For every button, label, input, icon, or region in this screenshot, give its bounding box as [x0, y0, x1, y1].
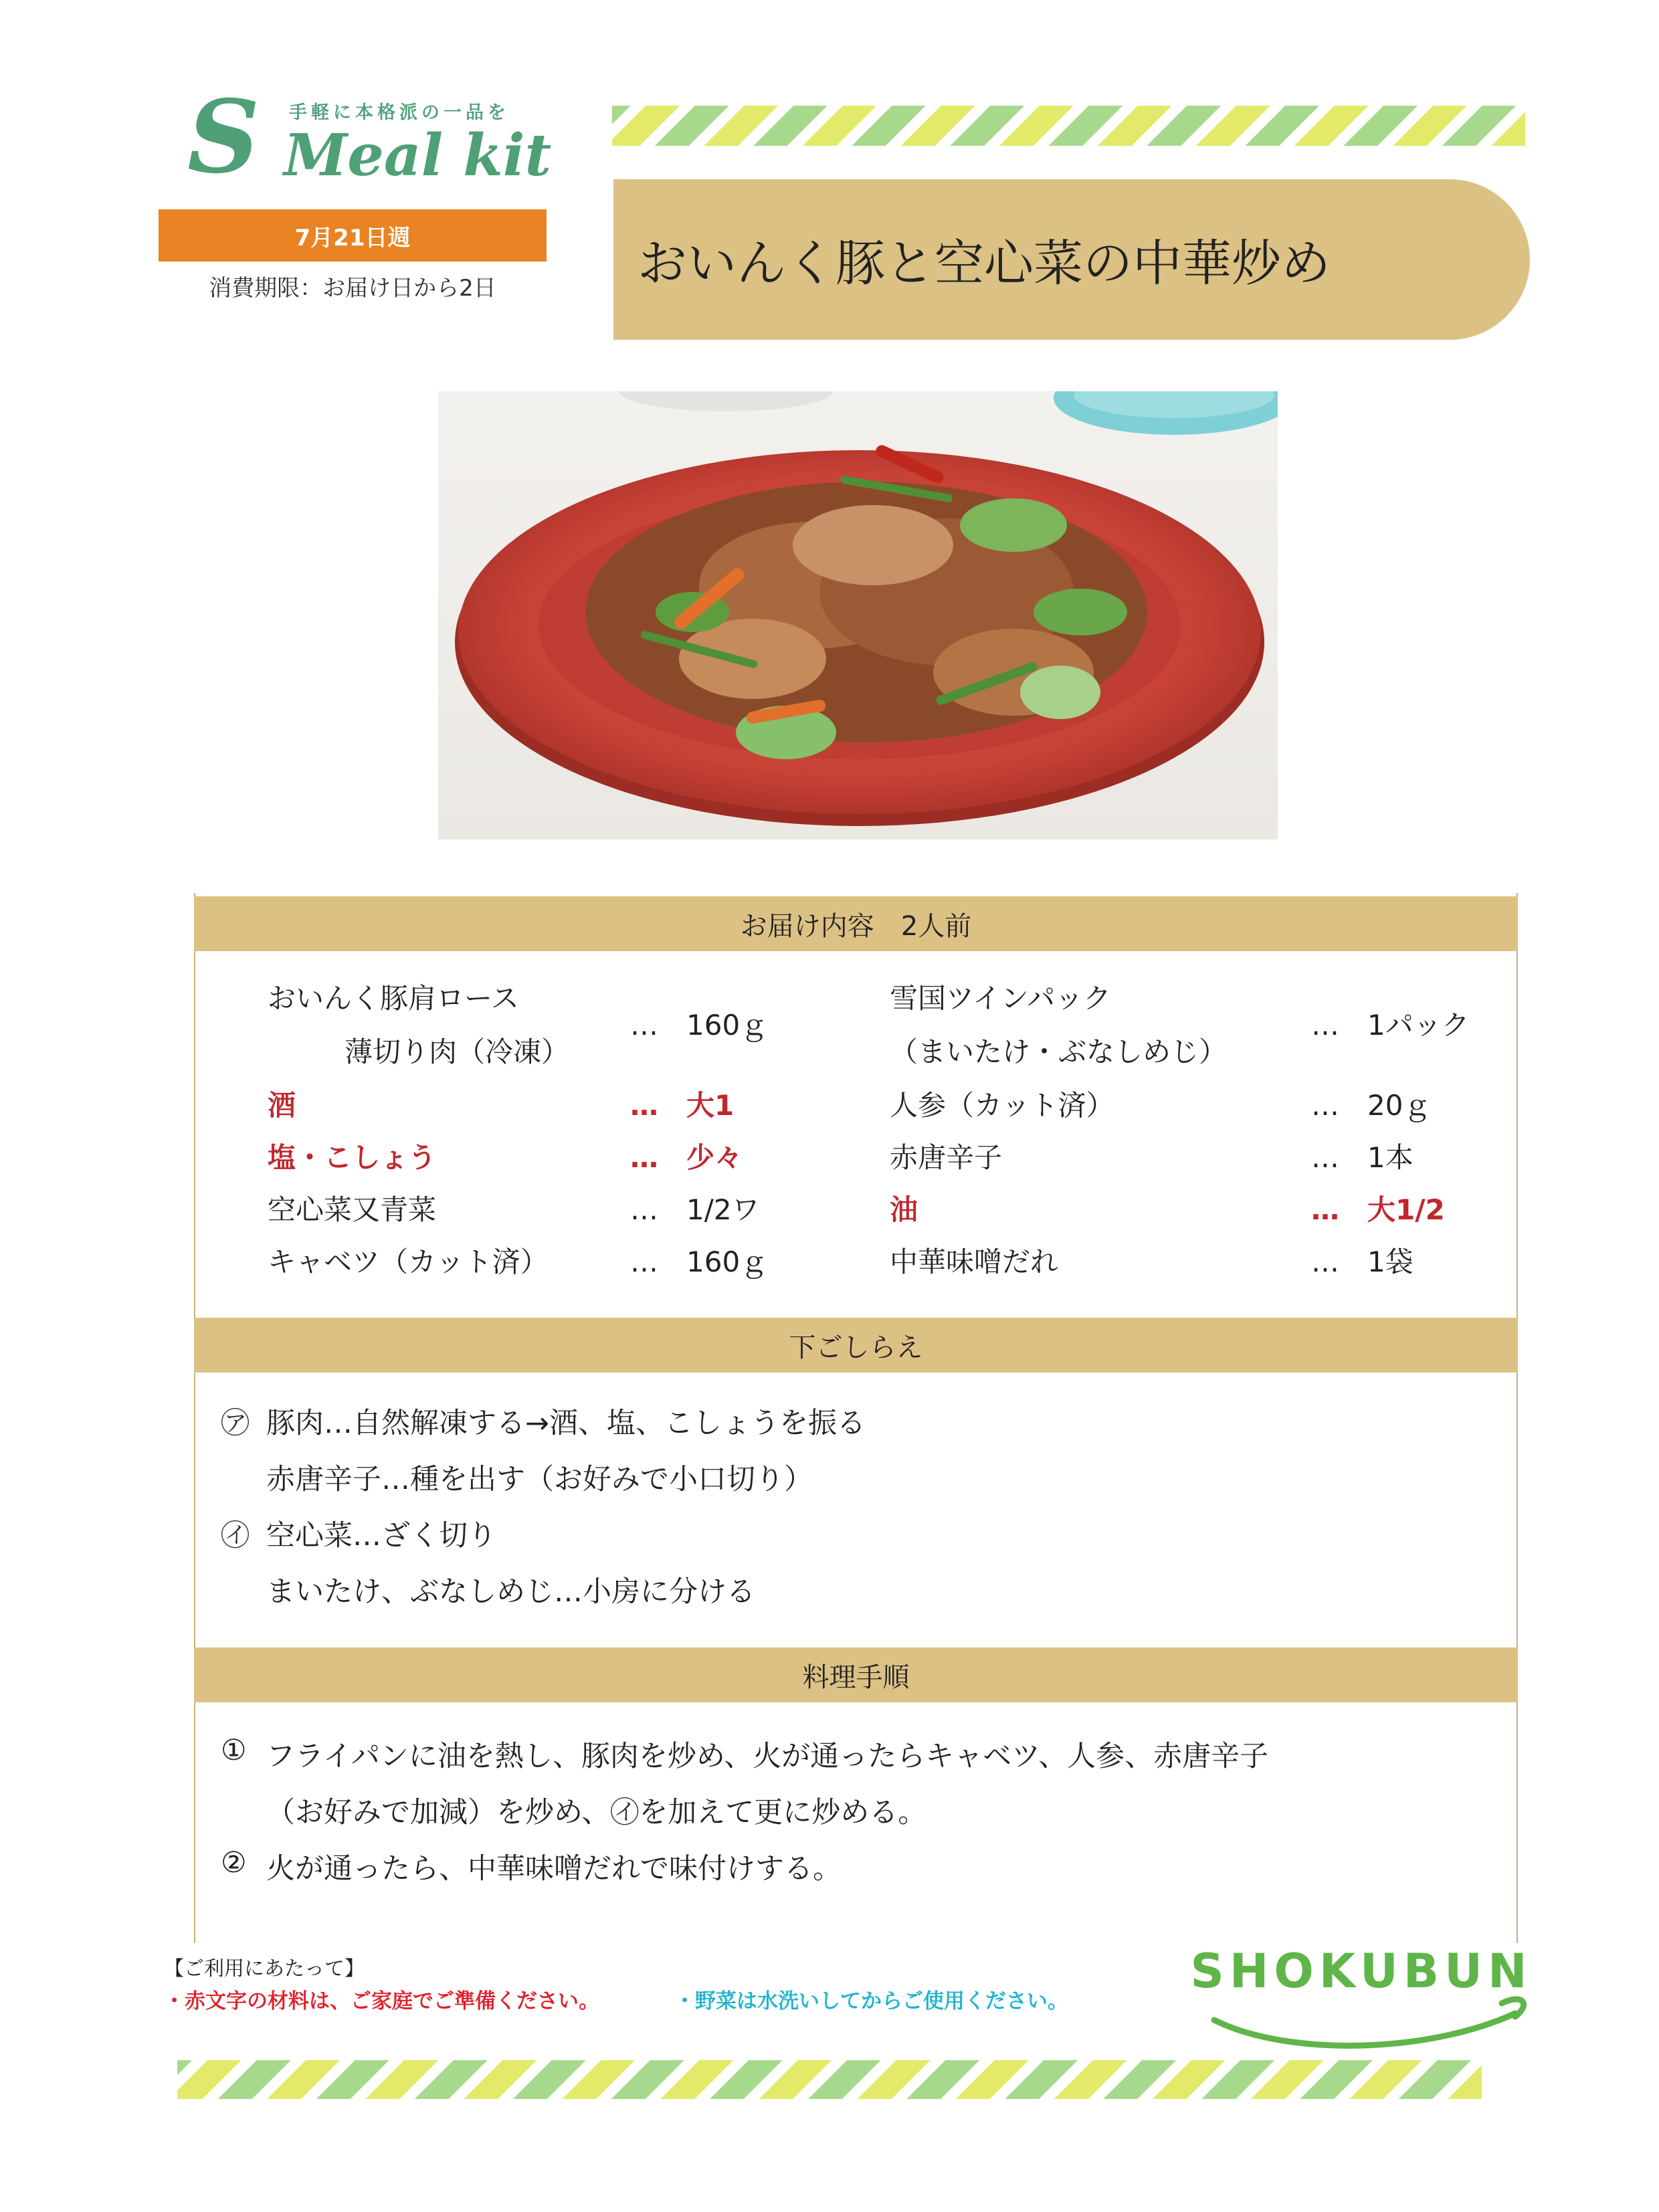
logo-tagline: 手軽に本格派の一品を [289, 102, 510, 123]
ingredient-amount: … 20ｇ [1311, 1089, 1432, 1122]
brand-name: SHOKUBUN [1190, 1944, 1533, 1999]
shokubun-logo [1187, 1940, 1535, 2053]
ingredient-name: 雪国ツインパック [890, 982, 1111, 1015]
ingredient-amount: … 160ｇ [630, 1009, 769, 1041]
ingredient-amount: … 1本 [1311, 1141, 1413, 1174]
top-stripe-band [612, 106, 1525, 146]
ingredient-name-line2: 薄切り肉（冷凍） [345, 1035, 570, 1068]
notice-red-text: ・赤文字の材料は、ご家庭でご準備ください。 [164, 1989, 599, 2013]
ingredient-amount: … 少々 [630, 1141, 743, 1174]
ingredient-amount: … 160ｇ [630, 1245, 769, 1278]
step-mark: ② [221, 1846, 247, 1880]
recipe-title: おいんく豚と空心菜の中華炒め [638, 235, 1331, 292]
step-mark: ① [221, 1734, 247, 1767]
ingredient-amount: … 1パック [1311, 1009, 1470, 1041]
notice-cyan-text: ・野菜は水洗いしてからご使用ください。 [674, 1989, 1068, 2013]
prep-mark: ㋐ [221, 1407, 250, 1440]
ingredient-name: 油 [890, 1193, 918, 1226]
ingredient-name: おいんく豚肩ロース [268, 982, 519, 1015]
ingredient-amount: … 大1/2 [1311, 1193, 1445, 1226]
steps-header: 料理手順 [194, 1647, 1518, 1702]
prep-text: 赤唐辛子…種を出す（お好みで小口切り） [266, 1463, 813, 1496]
ingredient-name: 中華味噌だれ [890, 1245, 1059, 1278]
dish-illustration [438, 391, 1278, 839]
contents-header: お届け内容 2人前 [194, 896, 1518, 951]
logo-letter: S [187, 78, 260, 196]
dish-photo [438, 391, 1278, 839]
ingredient-name: 酒 [268, 1089, 296, 1122]
ingredient-name: キャベツ（カット済） [268, 1245, 549, 1278]
ingredient-amount: … 1/2ワ [630, 1193, 760, 1226]
ingredient-name: 赤唐辛子 [890, 1141, 1003, 1174]
logo-name: Meal kit [284, 122, 552, 189]
prep-text: 空心菜…ざく切り [266, 1519, 496, 1552]
notice-heading: 【ご利用にあたって】 [164, 1957, 365, 1981]
ingredient-name: 空心菜又青菜 [268, 1193, 437, 1226]
ingredient-name-line2: （まいたけ・ぶなしめじ） [890, 1035, 1228, 1068]
bottom-stripe-band [177, 2060, 1482, 2099]
ingredient-name: 人参（カット済） [890, 1089, 1114, 1122]
ingredient-amount: … 大1 [630, 1089, 735, 1122]
expiry-text: 消費期限：お届け日から2日 [209, 275, 496, 302]
step-text: フライパンに油を熱し、豚肉を炒め、火が通ったらキャベツ、人参、赤唐辛子 [266, 1740, 1269, 1773]
prep-text: まいたけ、ぶなしめじ…小房に分ける [266, 1575, 755, 1609]
week-badge: 7月21日週 [159, 209, 547, 262]
recipe-title-box [613, 179, 1530, 340]
ingredient-amount: … 1袋 [1311, 1245, 1413, 1278]
step-text: （お好みで加減）を炒め、㋑を加えて更に炒める。 [266, 1796, 927, 1829]
prep-header: 下ごしらえ [194, 1318, 1518, 1373]
step-text: 火が通ったら、中華味噌だれで味付けする。 [266, 1852, 842, 1886]
brand-swoosh-icon [1187, 1940, 1535, 2053]
prep-mark: ㋑ [221, 1519, 250, 1552]
prep-text: 豚肉…自然解凍する→酒、塩、こしょうを振る [266, 1407, 866, 1440]
ingredient-name: 塩・こしょう [268, 1141, 437, 1174]
